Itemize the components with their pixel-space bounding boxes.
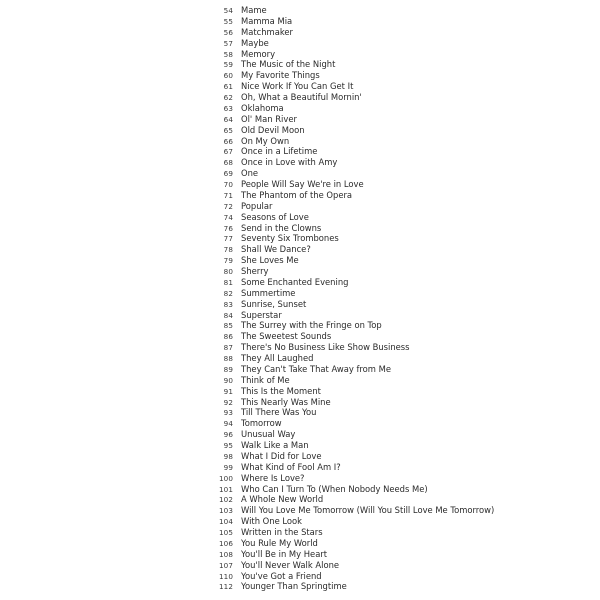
song-number: 60 [223,71,233,81]
song-number: 66 [223,136,233,146]
song-number: 57 [223,38,233,48]
song-entry [214,320,494,331]
song-title: People Will Say We're in Love [241,179,364,189]
song-entry [214,223,494,234]
song-title: One [241,168,259,179]
song-number: 91 [223,386,233,396]
song-number: 112 [218,582,233,592]
song-title: On My Own [241,135,290,146]
song-title: Old Devil Moon [241,124,305,135]
song-number: 92 [223,397,233,407]
song-title: The Surrey with the Fringe on Top [241,320,382,331]
song-entry [214,255,494,266]
song-number: 94 [223,419,233,429]
song-entry [214,473,494,484]
song-number: 58 [223,49,233,59]
song-number: 102 [218,495,233,505]
song-number: 65 [223,125,233,135]
song-title: Oklahoma [241,102,284,113]
song-entry [214,516,494,527]
song-entry [214,288,494,299]
song-number: 81 [223,277,233,287]
song-title: Will You Love Me Tomorrow (Will You Still Love Me Tomorrow) [241,505,495,516]
song-entry [214,125,494,136]
song-entry [214,549,494,560]
song-title: Summertime [241,287,296,298]
song-title: What Kind of Fool Am I? [241,461,341,472]
song-title: Sherry [241,266,269,276]
song-title: Some Enchanted Evening [241,276,349,287]
song-number: 106 [218,538,233,548]
song-entry [214,244,494,255]
song-title: Ol' Man River [241,113,297,124]
song-title: A Whole New World [241,494,324,505]
song-title: Shall We Dance? [241,244,311,255]
song-entry [214,527,494,538]
song-number: 64 [223,114,233,124]
song-entry [214,266,494,277]
song-number: 103 [218,506,233,516]
song-entry [214,462,494,473]
song-entry [214,5,494,16]
song-entry [214,451,494,462]
song-number: 105 [218,528,233,537]
song-number: 71 [223,190,233,200]
song-number: 54 [223,6,233,15]
song-entry [214,418,494,429]
song-number: 98 [223,451,233,461]
song-entry [214,201,494,212]
song-title: Superstar [241,309,282,320]
song-number: 99 [223,462,233,472]
song-entry [214,310,494,321]
song-title: The Music of the Night [241,59,336,70]
song-title: With One Look [241,516,303,527]
song-number: 96 [223,430,233,440]
song-entry [214,581,494,592]
song-entry [214,168,494,179]
song-title: Seasons of Love [241,211,309,222]
song-number: 108 [218,549,233,559]
song-title: There's No Business Like Show Business [241,342,410,353]
song-entry [214,277,494,288]
song-number: 79 [223,256,233,266]
song-number: 63 [223,103,233,113]
song-entry [214,560,494,571]
song-number: 82 [223,288,233,298]
song-title: They All Laughed [241,353,314,363]
song-title: Seventy Six Trombones [241,233,339,244]
song-title: Mamma Mia [241,15,293,26]
song-title: Tomorrow [241,418,282,429]
song-title: Walk Like a Man [241,440,309,450]
song-number: 67 [223,147,233,157]
song-entry [214,299,494,310]
song-title: Nice Work If You Can Get It [241,81,354,92]
song-entry [214,136,494,147]
song-number: 56 [223,27,233,37]
song-entry [214,81,494,92]
song-entry [214,38,494,49]
song-number: 55 [223,16,233,26]
song-title: The Sweetest Sounds [241,331,332,342]
song-title: They Can't Take That Away from Me [241,363,391,374]
song-entry [214,27,494,38]
song-entry [214,114,494,125]
song-title: This Is the Moment [241,385,321,396]
song-number: 89 [223,364,233,374]
song-entry [214,59,494,70]
song-entry [214,342,494,353]
song-entry [214,538,494,549]
song-number: 100 [218,473,233,483]
song-entry [214,233,494,244]
song-number: 76 [223,223,233,233]
song-number: 95 [223,441,233,450]
song-entry [214,397,494,408]
song-number: 101 [218,484,233,494]
song-index-list [214,5,494,592]
song-entry [214,386,494,397]
song-title: She Loves Me [241,255,299,266]
song-number: 59 [223,60,233,70]
song-entry [214,92,494,103]
song-title: This Nearly Was Mine [241,396,331,407]
song-entry [214,146,494,157]
song-number: 68 [223,158,233,168]
song-entry [214,494,494,505]
song-title: Till There Was You [241,407,317,418]
song-title: Written in the Stars [241,527,323,537]
song-number: 84 [223,310,233,320]
song-title: You Rule My World [241,537,318,548]
song-number: 86 [223,332,233,342]
song-number: 110 [218,571,233,581]
song-number: 70 [223,180,233,189]
song-number: 88 [223,354,233,363]
song-number: 69 [223,169,233,179]
song-entry [214,484,494,495]
song-entry [214,571,494,582]
song-number: 61 [223,82,233,92]
song-title: Think of Me [241,374,290,385]
song-title: Oh, What a Beautiful Mornin' [241,92,362,102]
song-entry [214,440,494,451]
song-entry [214,103,494,114]
song-title: Sunrise, Sunset [241,298,307,309]
song-entry [214,49,494,60]
song-entry [214,16,494,27]
song-entry [214,375,494,386]
song-title: You've Got a Friend [241,570,322,581]
song-number: 62 [223,93,233,102]
song-title: Younger Than Springtime [241,581,347,592]
song-title: My Favorite Things [241,70,320,81]
song-entry [214,212,494,223]
song-entry [214,505,494,516]
song-number: 93 [223,408,233,418]
song-entry [214,364,494,375]
song-title: Once in a Lifetime [241,146,318,157]
song-number: 107 [218,560,233,570]
song-entry [214,157,494,168]
song-title: Matchmaker [241,26,293,37]
song-title: Unusual Way [241,429,296,440]
song-number: 87 [223,343,233,353]
song-title: What I Did for Love [241,450,322,461]
song-title: Where Is Love? [241,472,305,483]
song-number: 80 [223,267,233,276]
song-title: Mame [241,5,267,15]
song-number: 90 [223,375,233,385]
song-number: 77 [223,234,233,244]
song-title: Memory [241,48,276,59]
song-number: 104 [218,517,233,527]
song-title: You'll Never Walk Alone [241,559,340,570]
song-entry [214,429,494,440]
song-number: 74 [223,212,233,222]
song-number: 78 [223,245,233,255]
song-title: Send in the Clowns [241,222,322,233]
song-number: 85 [223,321,233,331]
song-title: Who Can I Turn To (When Nobody Needs Me) [241,483,428,494]
song-entry [214,331,494,342]
song-title: You'll Be in My Heart [241,548,328,559]
song-title: The Phantom of the Opera [241,189,353,200]
song-entry [214,407,494,418]
song-entry [214,353,494,364]
song-entry [214,190,494,201]
song-number: 72 [223,201,233,211]
song-entry [214,179,494,190]
song-title: Maybe [241,37,269,48]
song-title: Popular [241,200,273,211]
song-number: 83 [223,299,233,309]
song-title: Once in Love with Amy [241,157,338,168]
song-entry [214,70,494,81]
